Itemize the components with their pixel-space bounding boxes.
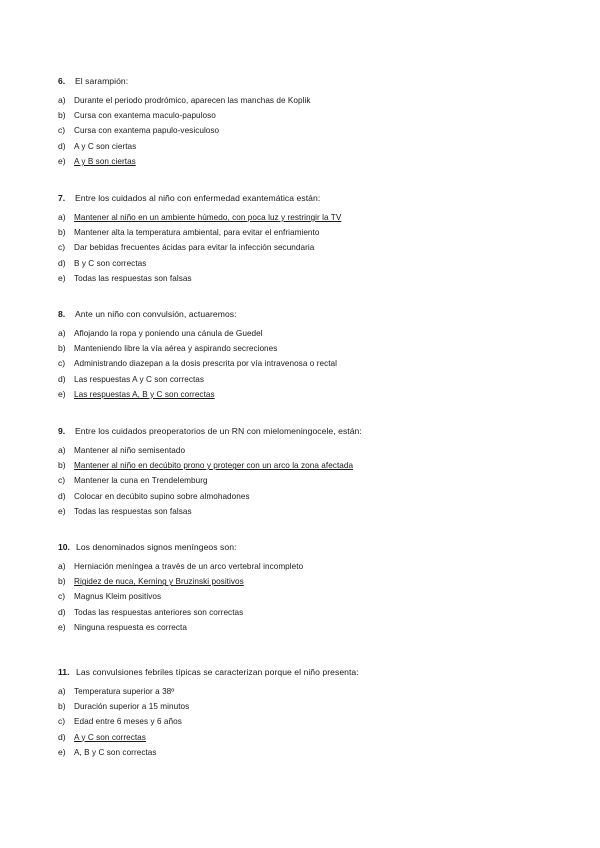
- option-text: Mantener alta la temperatura ambiental, para evitar el enfriamiento: [74, 228, 320, 238]
- answer-option-correct: [58, 389, 578, 404]
- question-text: El sarampión:: [75, 76, 129, 86]
- option-letter: d): [58, 731, 66, 742]
- option-letter: b): [58, 460, 66, 471]
- option-text: Todas las respuestas son falsas: [74, 273, 192, 283]
- option-text-underlined: A y B son ciertas: [74, 156, 136, 166]
- answer-option: [58, 716, 578, 731]
- option-letter: e): [58, 505, 66, 516]
- question-header: [58, 542, 578, 559]
- option-text: Mantener al niño semisentado: [74, 446, 186, 455]
- answer-option: [58, 591, 578, 606]
- answer-option-correct: [58, 576, 578, 591]
- option-letter: a): [58, 445, 66, 455]
- option-text: Duración superior a 15 minutos: [74, 702, 190, 712]
- question-number: 7.: [58, 193, 66, 203]
- option-letter: c): [58, 358, 66, 369]
- option-text: Durante el periodo prodrómico, aparecen las manchas de Koplik: [74, 96, 311, 105]
- question-text: Las convulsiones febriles típicas se caracterizan porque el niño presenta:: [76, 667, 359, 677]
- answer-option: [58, 686, 578, 701]
- option-text: Administrando diazepan a la dosis prescrita por vía intravenosa o rectal: [74, 359, 338, 369]
- option-letter: a): [58, 686, 66, 696]
- option-letter: d): [58, 257, 66, 268]
- option-text-underlined: Las respuestas A, B y C son correctas: [74, 389, 215, 399]
- option-letter: d): [58, 606, 66, 617]
- option-text: A, B y C son correctas: [74, 747, 157, 757]
- option-letter: c): [58, 475, 66, 486]
- question-number: 8.: [58, 309, 66, 319]
- option-letter: d): [58, 490, 66, 501]
- option-letter: d): [58, 140, 66, 151]
- answer-option-correct: [58, 460, 578, 475]
- answer-option: [58, 328, 578, 343]
- option-text: Colocar en decúbito supino sobre almohadones: [74, 491, 250, 501]
- question-text: Los denominados signos meníngeos son:: [76, 542, 237, 552]
- option-letter: a): [58, 561, 66, 571]
- question-8: [58, 309, 578, 404]
- option-text: Dar bebidas frecuentes ácidas para evitar la infección secundaria: [74, 243, 315, 253]
- option-text-underlined: Mantener al niño en decúbito prono y proteger con un arco la zona afectada: [74, 461, 354, 471]
- answer-option: [58, 242, 578, 257]
- answer-option: [58, 227, 578, 242]
- option-letter: e): [58, 621, 66, 632]
- question-header: [58, 76, 578, 93]
- option-letter: e): [58, 155, 66, 166]
- option-text: B y C son correctas: [74, 258, 147, 268]
- answer-option-correct: [58, 212, 578, 227]
- option-letter: e): [58, 746, 66, 757]
- question-10: [58, 542, 578, 637]
- option-text: Herniación meníngea a través de un arco vertebral incompleto: [74, 562, 304, 571]
- question-header: [58, 426, 578, 443]
- answer-option: [58, 358, 578, 373]
- answer-option: [58, 273, 578, 288]
- answer-option: [58, 95, 578, 110]
- option-text-underlined: Rigidez de nuca, Kerning y Bruzinski positivos: [74, 577, 244, 587]
- question-header: [58, 667, 578, 684]
- answer-option: [58, 506, 578, 521]
- option-letter: a): [58, 95, 66, 105]
- question-text: Ante un niño con convulsión, actuaremos:: [75, 309, 237, 319]
- question-7: [58, 193, 578, 288]
- option-letter: b): [58, 343, 66, 354]
- answer-option: [58, 445, 578, 460]
- option-text: Temperatura superior a 38º: [74, 687, 175, 696]
- answer-option-correct: [58, 732, 578, 747]
- option-letter: c): [58, 591, 66, 602]
- question-text: Entre los cuidados al niño con enfermedad exantemática están:: [75, 193, 321, 203]
- answer-option: [58, 622, 578, 637]
- option-letter: a): [58, 328, 66, 338]
- option-letter: c): [58, 716, 66, 727]
- option-text: Manteniendo libre la vía aérea y aspirando secreciones: [74, 344, 278, 354]
- option-letter: e): [58, 388, 66, 399]
- option-text: Edad entre 6 meses y 6 años: [74, 717, 182, 727]
- option-letter: a): [58, 212, 66, 222]
- question-number: 11.: [58, 667, 70, 677]
- option-text: Magnus Kleim positivos: [74, 592, 162, 602]
- option-text-underlined: Mantener al niño en un ambiente húmedo, con poca luz y restringir la TV: [74, 213, 342, 222]
- answer-option: [58, 125, 578, 140]
- option-letter: b): [58, 227, 66, 238]
- option-letter: b): [58, 701, 66, 712]
- option-letter: e): [58, 272, 66, 283]
- option-letter: d): [58, 373, 66, 384]
- question-number: 6.: [58, 76, 66, 86]
- answer-option: [58, 374, 578, 389]
- question-text: Entre los cuidados preoperatorios de un RN con mielomeningocele, están:: [75, 426, 362, 436]
- option-letter: b): [58, 576, 66, 587]
- option-text: Todas las respuestas son falsas: [74, 506, 192, 516]
- answer-option: [58, 491, 578, 506]
- option-text: Aflojando la ropa y poniendo una cánula de Guedel: [74, 329, 263, 338]
- question-11: [58, 667, 578, 762]
- answer-option: [58, 110, 578, 125]
- question-number: 10.: [58, 542, 70, 552]
- option-text: A y C son ciertas: [74, 141, 137, 151]
- question-header: [58, 309, 578, 326]
- question-number: 9.: [58, 426, 66, 436]
- answer-option: [58, 607, 578, 622]
- option-text: Todas las respuestas anteriores son correctas: [74, 607, 244, 617]
- option-text: Ninguna respuesta es correcta: [74, 622, 187, 632]
- option-letter: c): [58, 125, 66, 136]
- answer-option: [58, 701, 578, 716]
- answer-option: [58, 475, 578, 490]
- option-text: Cursa con exantema papulo-vesiculoso: [74, 126, 220, 136]
- answer-option: [58, 747, 578, 762]
- question-9: [58, 426, 578, 521]
- answer-option-correct: [58, 156, 578, 171]
- question-6: [58, 76, 578, 171]
- option-letter: c): [58, 242, 66, 253]
- option-text: Las respuestas A y C son correctas: [74, 374, 205, 384]
- answer-option: [58, 258, 578, 273]
- answer-option: [58, 141, 578, 156]
- answer-option: [58, 561, 578, 576]
- option-text: Cursa con exantema maculo-papuloso: [74, 111, 216, 121]
- option-letter: b): [58, 110, 66, 121]
- option-text: Mantener la cuna en Trendelemburg: [74, 476, 208, 486]
- answer-option: [58, 343, 578, 358]
- option-text-underlined: A y C son correctas: [74, 732, 146, 742]
- question-header: [58, 193, 578, 210]
